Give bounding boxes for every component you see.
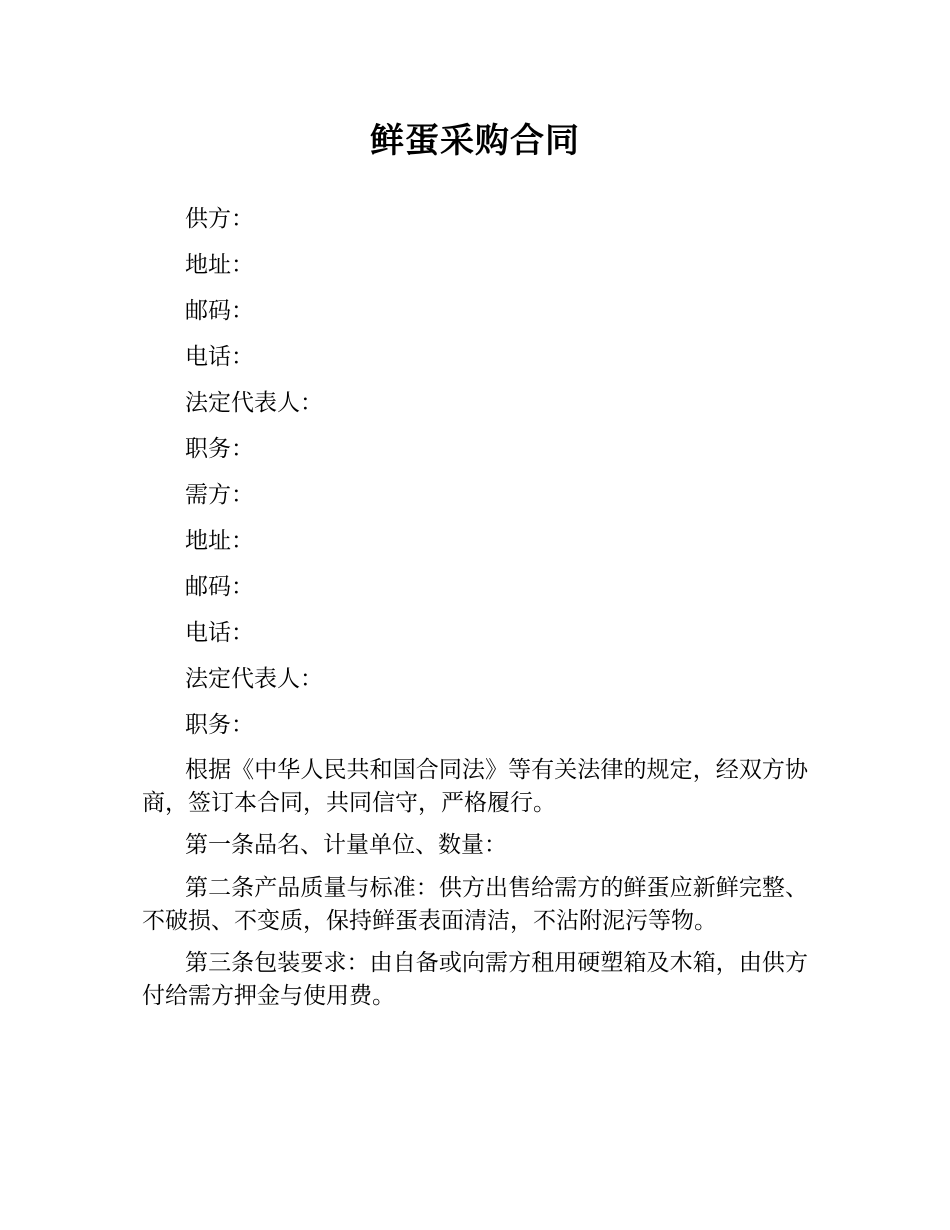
supplier-position-line: 职务：	[185, 436, 254, 462]
buyer-address-line: 地址：	[185, 528, 254, 554]
supplier-legal-rep-line: 法定代表人：	[185, 390, 323, 416]
buyer-position-line: 职务：	[185, 712, 254, 738]
article-3-paragraph: 第三条包装要求：由自备或向需方租用硬塑箱及木箱，由供方付给需方押金与使用费。	[142, 950, 808, 1009]
document-title: 鲜蛋采购合同	[370, 121, 580, 161]
preamble-paragraph: 根据《中华人民共和国合同法》等有关法律的规定，经双方协商，签订本合同，共同信守，严格履行。	[142, 757, 808, 816]
article-1-paragraph: 第一条品名、计量单位、数量：	[185, 832, 507, 858]
supplier-party-line: 供方：	[185, 206, 254, 232]
buyer-phone-line: 电话：	[185, 620, 254, 646]
buyer-postcode-line: 邮码：	[185, 574, 254, 600]
supplier-phone-line: 电话：	[185, 344, 254, 370]
buyer-party-line: 需方：	[185, 482, 254, 508]
supplier-postcode-line: 邮码：	[185, 298, 254, 324]
contract-body	[142, 196, 808, 1022]
buyer-legal-rep-line: 法定代表人：	[185, 666, 323, 692]
article-2-paragraph: 第二条产品质量与标准：供方出售给需方的鲜蛋应新鲜完整、不破损、不变质，保持鲜蛋表面清洁，不沾附泥污等物。	[142, 875, 808, 934]
supplier-address-line: 地址：	[185, 252, 254, 278]
